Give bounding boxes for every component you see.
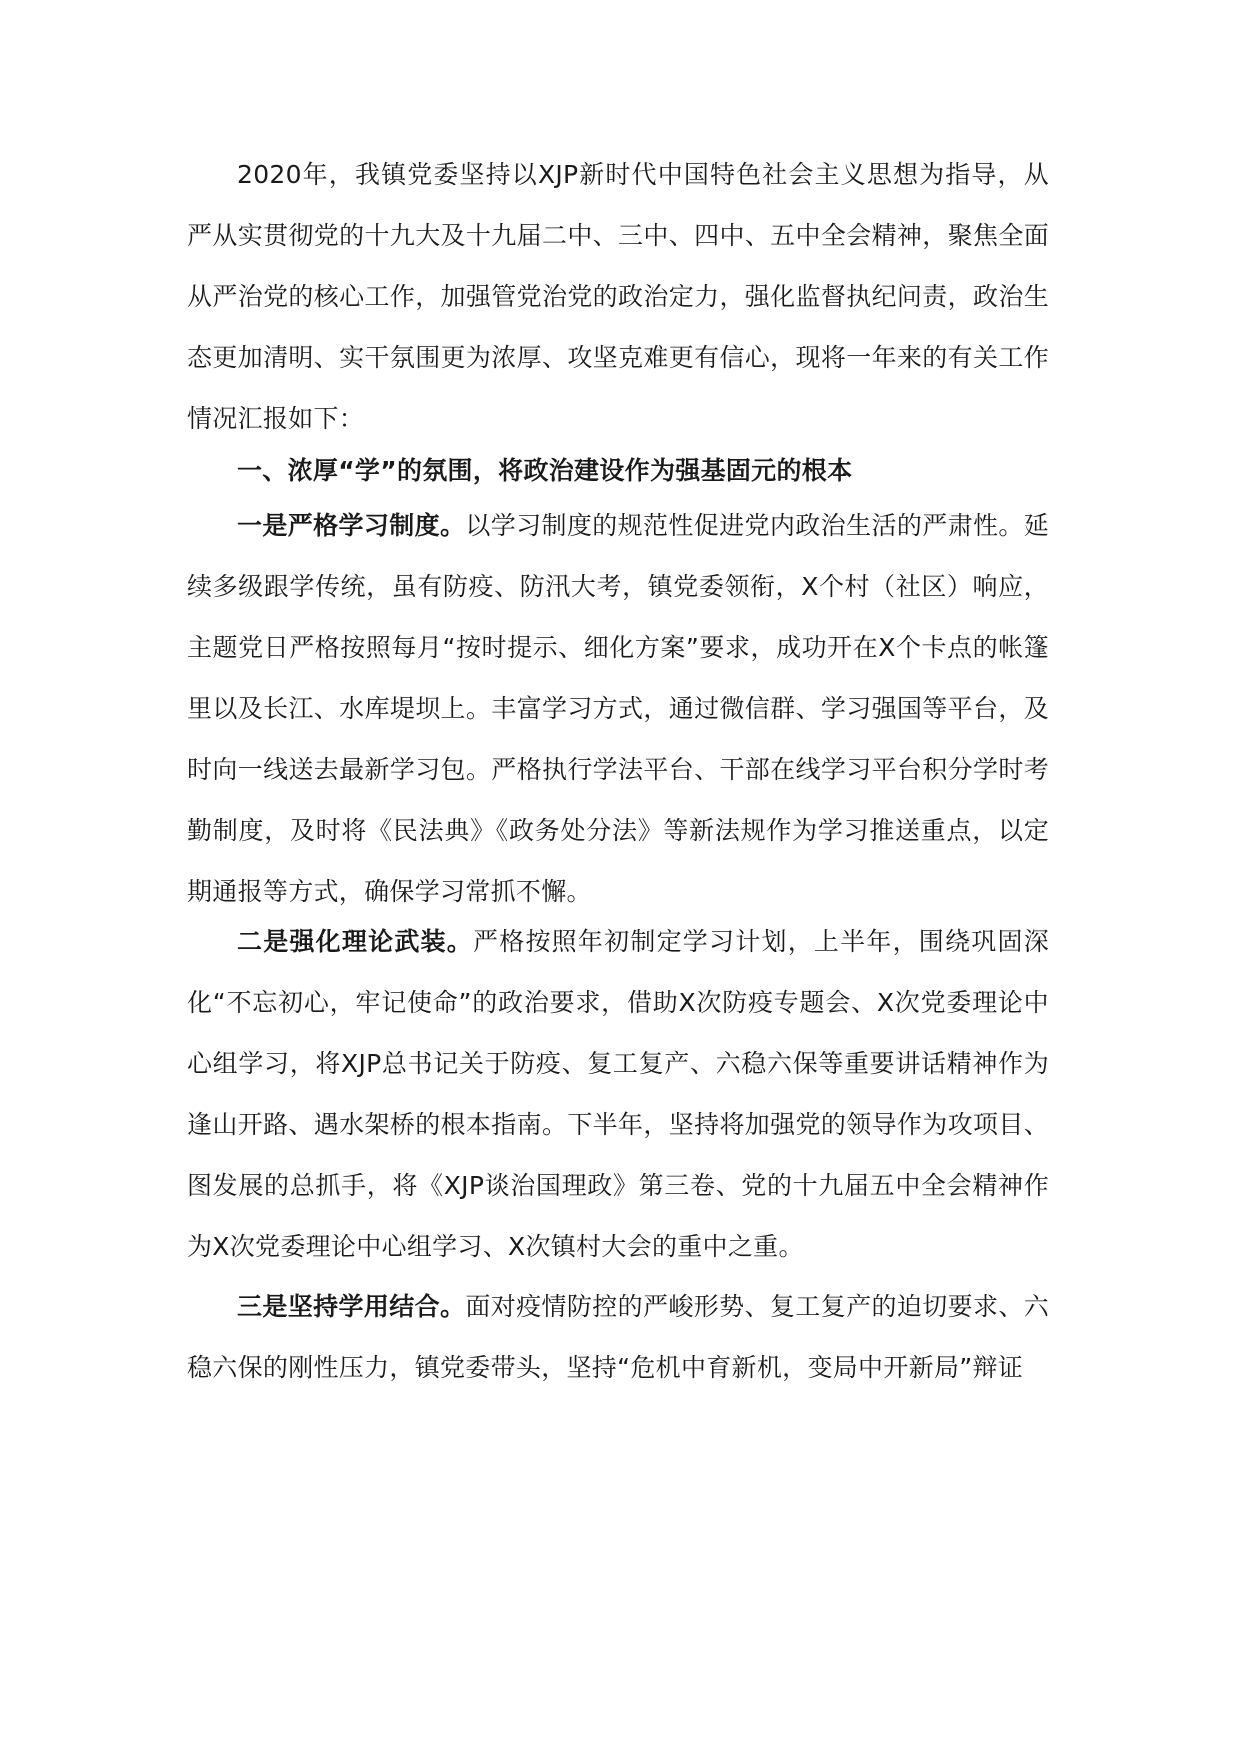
item-paragraph-1	[187, 495, 1049, 922]
item-body-2: 严格按照年初制定学习计划，上半年，围绕巩固深化“不忘初心，牢记使命”的政治要求，借助X次防疫专题会、X次党委理论中心组学习，将XJP总书记关于防疫、复工复产、六稳六保等重要讲话精神作为逢山开路、遇水架桥的根本指南。下半年，坚持将加强党的领导作为攻项目、图发展的总抓手，将《XJP谈治国理政》第三卷、党的十九届五中全会精神作为X次党委理论中心组学习、X次镇村大会的重中之重。	[187, 927, 1049, 1261]
item-lead-2: 二是强化理论武装。	[237, 927, 474, 956]
item-lead-3: 三是坚持学用结合。	[237, 1292, 466, 1321]
section-heading: 一、浓厚“学”的氛围，将政治建设作为强基固元的根本	[237, 456, 853, 485]
item-body-1: 以学习制度的规范性促进党内政治生活的严肃性。延续多级跟学传统，虽有防疫、防汛大考，镇党委领衔，X个村（社区）响应，主题党日严格按照每月“按时提示、细化方案”要求，成功开在X个卡点的帐篷里以及长江、水库堤坝上。丰富学习方式，通过微信群、学习强国等平台，及时向一线送去最新学习包。严格执行学法平台、干部在线学习平台积分学时考勤制度，及时将《民法典》《政务处分法》等新法规作为学习推送重点，以定期通报等方式，确保学习常抓不懈。	[187, 511, 1050, 906]
item-paragraph-3	[187, 1276, 1049, 1398]
item-body-3: 面对疫情防控的严峻形势、复工复产的迫切要求、六稳六保的刚性压力，镇党委带头，坚持“危机中育新机，变局中开新局”辩证	[187, 1292, 1050, 1382]
item-paragraph-2	[187, 911, 1049, 1277]
intro-paragraph: 2020年，我镇党委坚持以XJP新时代中国特色社会主义思想为指导，从严从实贯彻党的十九大及十九届二中、三中、四中、五中全会精神，聚焦全面从严治党的核心工作，加强管党治党的政治定力，强化监督执纪问责，政治生态更加清明、实干氛围更为浓厚、攻坚克难更有信心，现将一年来的有关工作情况汇报如下：	[187, 160, 1049, 433]
item-lead-1: 一是严格学习制度。	[237, 511, 466, 540]
document-page	[187, 0, 1049, 1754]
